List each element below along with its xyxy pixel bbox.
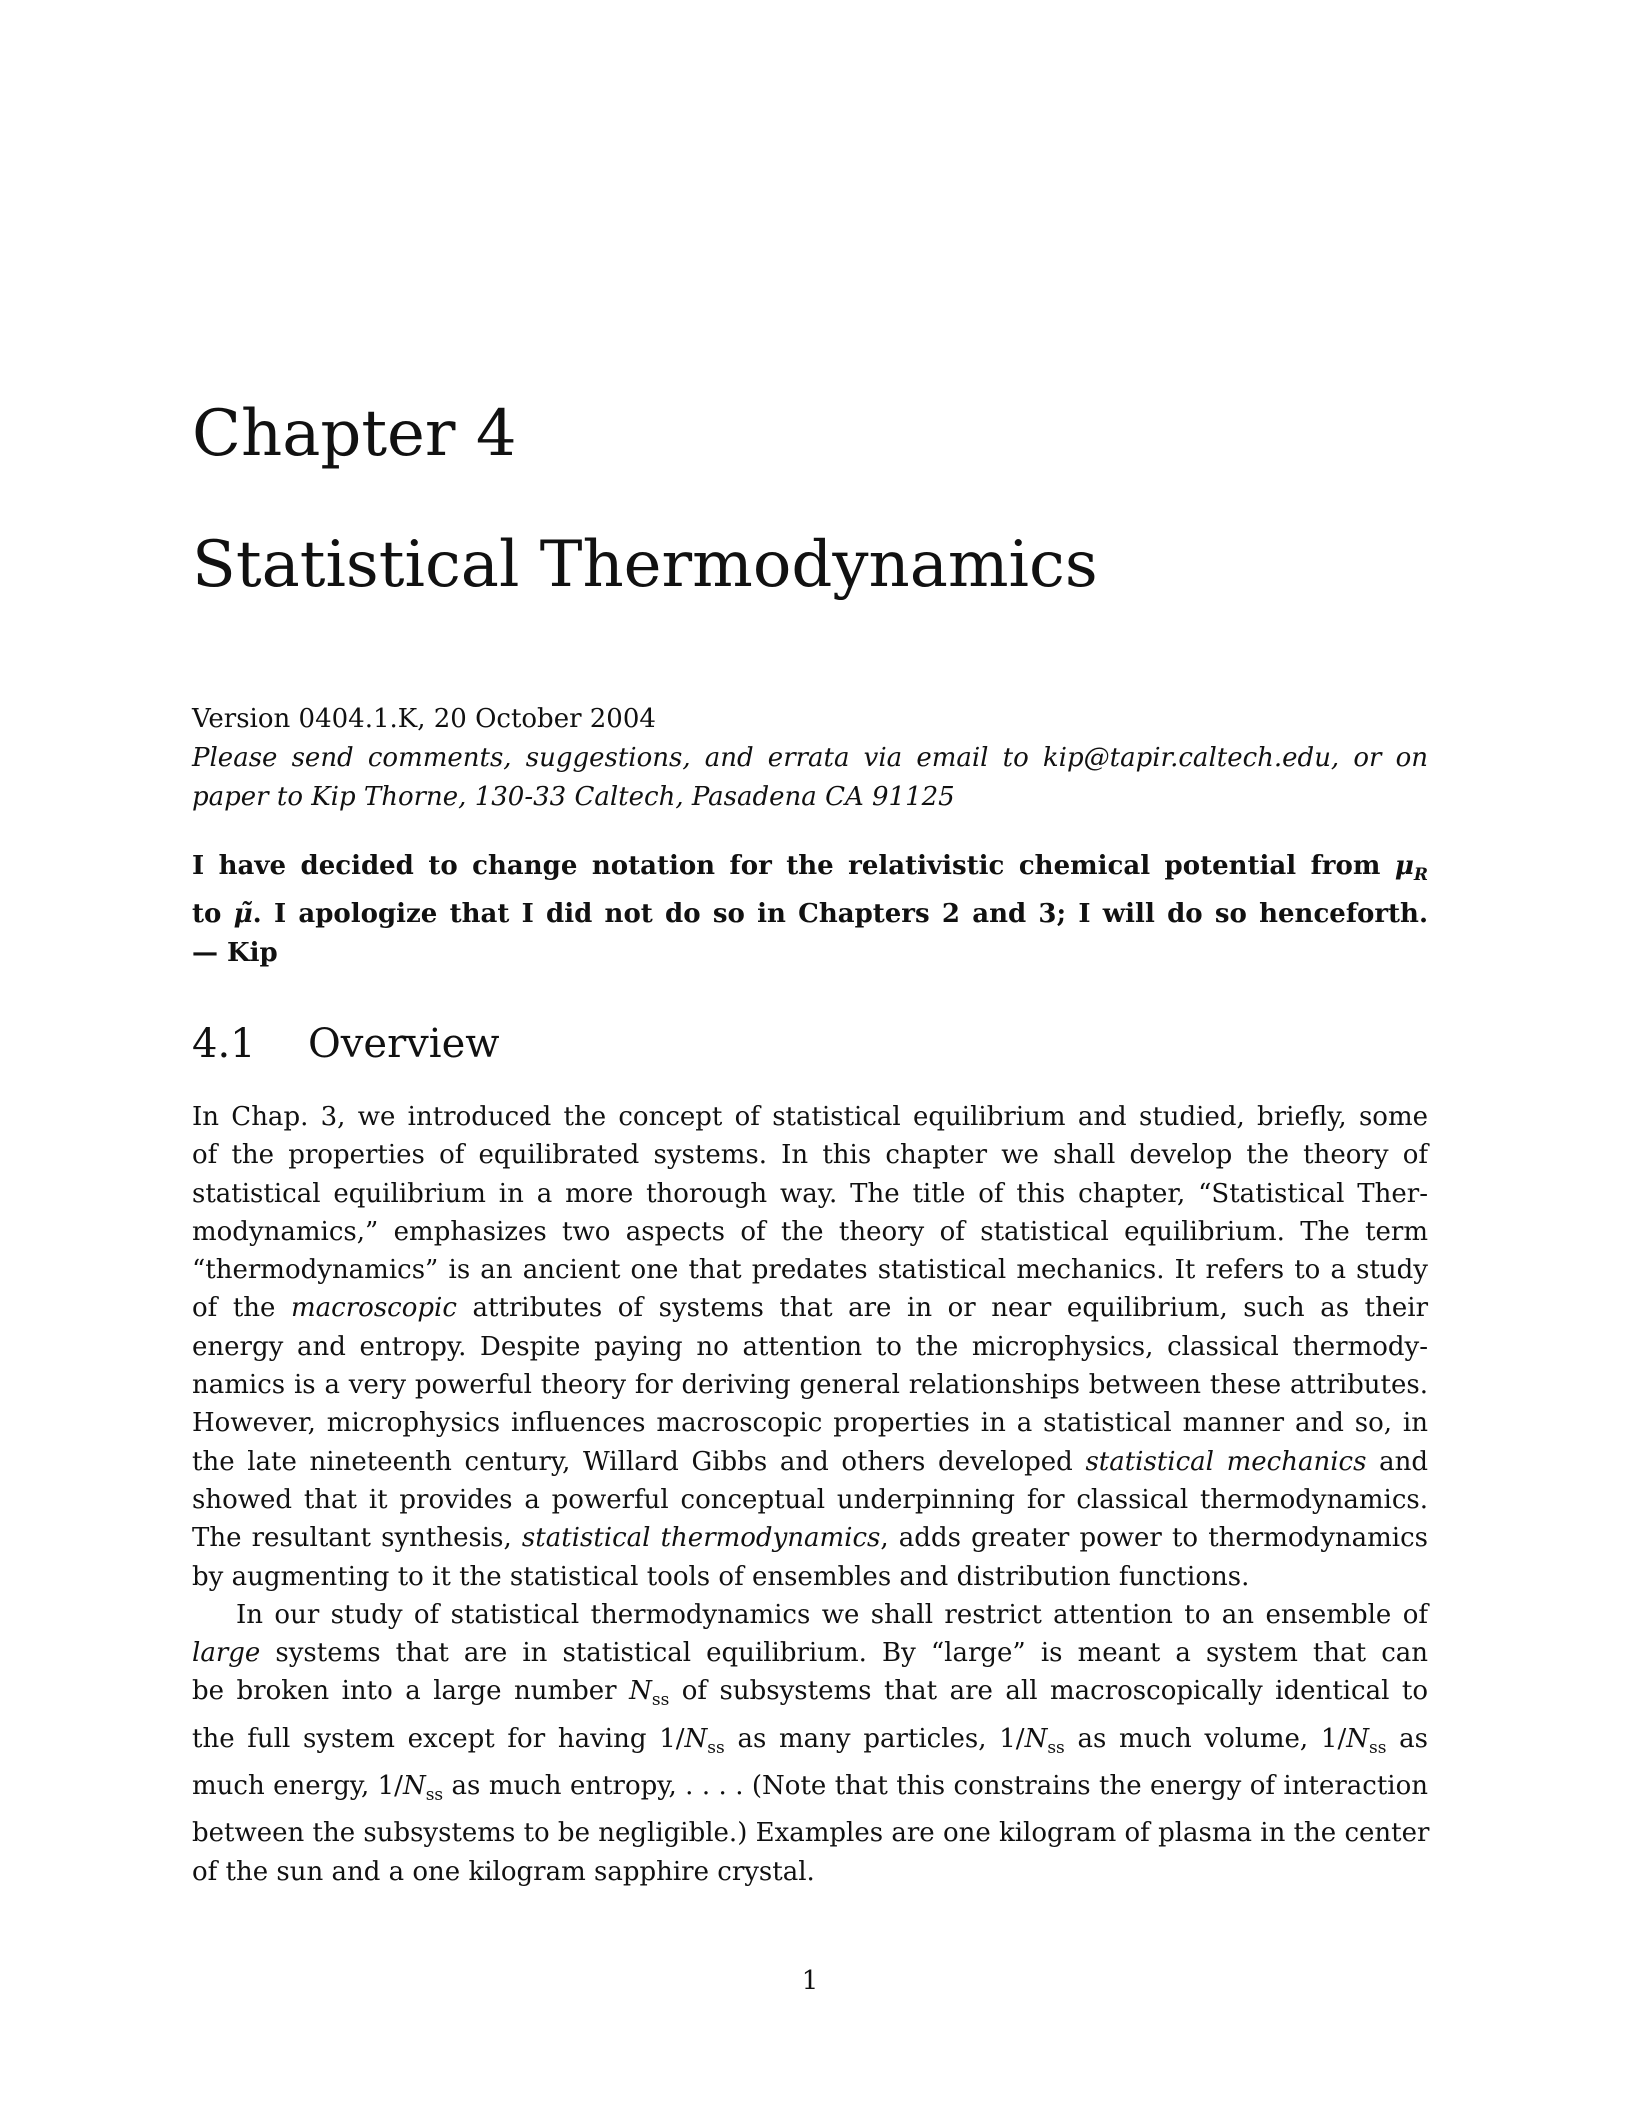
paragraph-2-line: between the subsystems to be negligible.) Examples are one kilogram of plasma in the center [192,1818,1430,1849]
math-subscript-ss: ss [425,1785,444,1806]
paragraph-1-line: by augmenting to it the statistical tools of ensembles and distribution functions. [192,1561,1250,1592]
note-line-2 [192,895,1428,934]
notation-note [192,847,1428,973]
note-line-2-text: . I apologize that I did not do so in Chapters 2 and 3; I will do so henceforth. [252,899,1429,929]
page-number: 1 [801,1966,819,1996]
emphasis-macroscopic: macroscopic [291,1293,457,1324]
contact-line-2: paper to Kip Thorne, 130-33 Caltech, Pasadena CA 91125 [192,782,955,812]
section-title: Overview [308,1021,500,1067]
paragraph-1-line: energy and entropy. Despite paying no attention to the microphysics, classical thermody- [192,1331,1428,1362]
contact-note [192,739,1428,817]
paragraph-1-line [192,1443,1428,1481]
math-subscript-ss: ss [651,1690,670,1711]
paragraph-1-line: modynamics,” emphasizes two aspects of the theory of statistical equilibrium. The term [192,1216,1428,1247]
math-subscript-ss: ss [1368,1737,1387,1758]
text-run: , adds greater power to thermodynamics [880,1523,1428,1554]
text-run: systems that are in statistical equilibrium. By “large” is meant a system that can [260,1638,1428,1669]
emphasis-statistical-thermodynamics: statistical thermodynamics [521,1523,881,1554]
paragraph-1-line: showed that it provides a powerful conceptual underpinning for classical thermodynamics. [192,1484,1428,1515]
math-N: N [402,1771,426,1802]
text-run: of subsystems that are all macroscopically identical to [669,1676,1428,1707]
section-heading [192,1016,499,1072]
text-run: as much volume, 1/ [1064,1723,1347,1754]
paragraph-2-line [192,1720,1428,1767]
text-run: as much entropy, . . . . (Note that this constrains the energy of interaction [443,1771,1428,1802]
note-line-1-text: I have decided to change notation for the relativistic chemical potential from [192,851,1395,881]
note-line-2-prefix: to [192,899,234,929]
paragraph-1-line [192,1289,1428,1327]
chapter-title: Statistical Thermodynamics [192,528,1098,602]
text-run: The resultant synthesis, [192,1523,522,1554]
math-subscript-ss: ss [1047,1737,1065,1758]
paragraph-2-line: of the sun and a one kilogram sapphire crystal. [192,1856,815,1887]
math-N: N [1024,1723,1048,1754]
text-run: of the [192,1293,292,1324]
section-number: 4.1 [192,1021,256,1067]
text-run: the late nineteenth century, Willard Gibbs and others developed [192,1446,1086,1477]
note-line-1 [192,847,1428,895]
text-run: much energy, 1/ [192,1771,403,1802]
paragraph-1-line: In Chap. 3, we introduced the concept of statistical equilibrium and studied, briefly, some [192,1102,1428,1132]
version-line: Version 0404.1.K, 20 October 2004 [192,704,656,734]
emphasis-large: large [192,1638,261,1669]
paragraph-2-line [192,1634,1428,1672]
mu-symbol: μ [1394,851,1414,881]
body-text [192,1098,1428,1891]
document-page [192,0,1428,2120]
math-subscript-ss: ss [707,1737,725,1758]
text-run: and [1366,1446,1428,1477]
contact-line-1: Please send comments, suggestions, and errata via email to kip@tapir.caltech.edu, or on [192,743,1428,773]
mu-subscript: R [1413,865,1428,885]
text-run: as many particles, 1/ [724,1723,1025,1754]
paragraph-1-line: “thermodynamics” is an ancient one that predates statistical mechanics. It refers to a study [192,1255,1428,1286]
paragraph-1-line: statistical equilibrium in a more thorough way. The title of this chapter, “Statistical Ther- [192,1178,1428,1209]
math-N: N [629,1676,652,1707]
text-run: the full system except for having 1/ [192,1723,685,1754]
emphasis-statistical-mechanics: statistical mechanics [1085,1446,1367,1477]
paragraph-2-line [192,1672,1428,1719]
text-run: as [1386,1723,1428,1754]
text-run: be broken into a large number [192,1676,630,1707]
math-N: N [684,1723,708,1754]
paragraph-1-line: namics is a very powerful theory for deriving general relationships between these attributes. [192,1370,1428,1401]
mu-tilde-symbol: μ̃ [233,899,253,929]
paragraph-2-line: In our study of statistical thermodynamics we shall restrict attention to an ensemble of [236,1599,1428,1630]
paragraph-2-line [192,1767,1428,1814]
text-run: attributes of systems that are in or near equilibrium, such as their [456,1293,1428,1324]
paragraph-1-line [192,1519,1428,1557]
chapter-label: Chapter 4 [192,397,517,471]
note-signature: — Kip [192,938,278,968]
paragraph-1-line: However, microphysics influences macroscopic properties in a statistical manner and so, in [192,1408,1428,1439]
paragraph-1-line: of the properties of equilibrated systems. In this chapter we shall develop the theory of [192,1140,1428,1171]
math-N: N [1346,1723,1369,1754]
